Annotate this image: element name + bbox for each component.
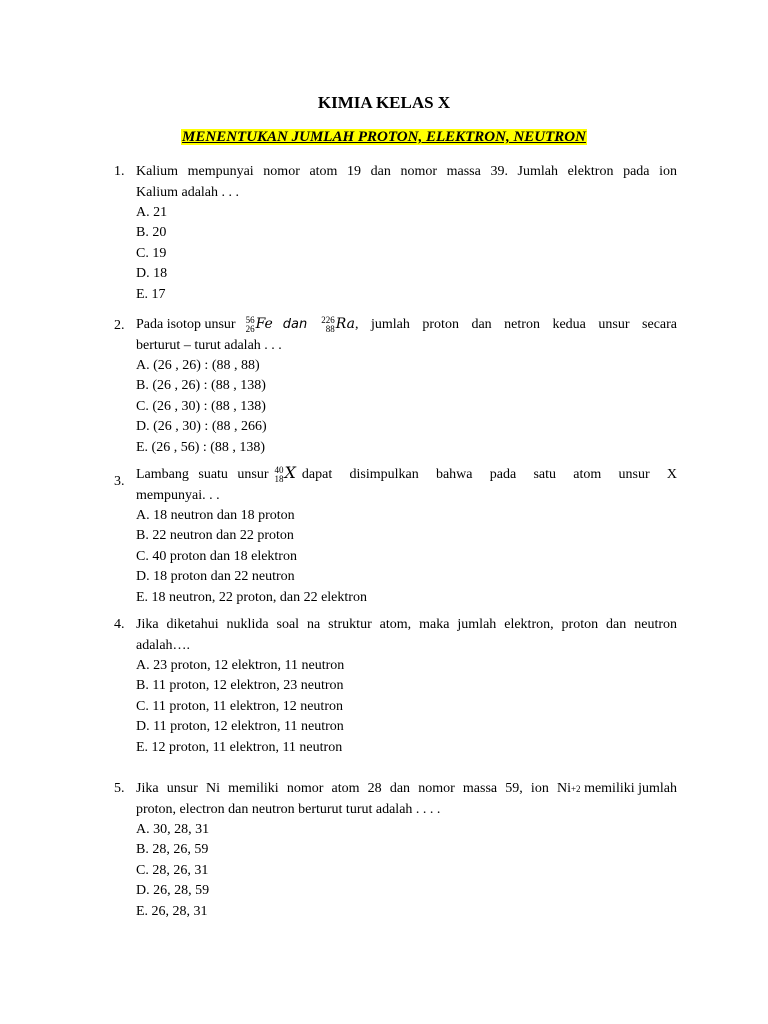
option-b: B. 11 proton, 12 elektron, 23 neutron xyxy=(136,678,344,694)
option-c: C. 28, 26, 31 xyxy=(136,862,209,878)
option-a: A. 21 xyxy=(136,205,168,220)
option-b: B. 28, 26, 59 xyxy=(136,842,209,858)
option-a: A. 23 proton, 12 elektron, 11 neutron xyxy=(136,658,345,673)
option-d: D. 18 xyxy=(136,266,168,282)
option-d: D. 11 proton, 12 elektron, 11 neutron xyxy=(136,719,344,735)
stem-post: dapat disimpulkan bahwa pada satu atom unsur X xyxy=(301,467,677,482)
stem-pre: Jika unsur Ni memiliki nomor atom 28 dan nomor massa 59, ion Ni xyxy=(136,781,571,796)
option-b: B. 22 neutron dan 22 proton xyxy=(136,528,294,544)
question-stem-line1 xyxy=(136,314,677,336)
option-a: A. (26 , 26) : (88 , 88) xyxy=(136,358,260,373)
question-stem-line2: berturut – turut adalah . . . xyxy=(136,337,282,353)
question-stem-line1: Jika diketahui nuklida soal na struktur atom, maka jumlah elektron, proton dan neutron xyxy=(136,617,677,632)
option-b: B. 20 xyxy=(136,225,167,241)
option-d: D. (26 , 30) : (88 , 266) xyxy=(136,419,267,435)
option-b: B. (26 , 26) : (88 , 138) xyxy=(136,378,266,394)
question-stem-line2: adalah…. xyxy=(136,637,191,653)
option-e: E. 12 proton, 11 elektron, 11 neutron xyxy=(136,739,343,755)
option-e: E. 26, 28, 31 xyxy=(136,903,208,919)
option-c: C. 11 proton, 11 elektron, 12 neutron xyxy=(136,698,343,714)
question-number: 2. xyxy=(114,318,125,333)
question-5 xyxy=(114,779,677,922)
mass-number: 226 xyxy=(321,314,335,325)
section-heading-wrap xyxy=(0,129,768,146)
option-e: E. (26 , 56) : (88 , 138) xyxy=(136,439,266,455)
question-stem-line2: Kalium adalah . . . xyxy=(136,184,240,200)
option-e: E. 18 neutron, 22 proton, dan 22 elektron xyxy=(136,589,367,605)
answer-options xyxy=(136,356,677,458)
question-number: 3. xyxy=(114,474,125,489)
option-a: A. 30, 28, 31 xyxy=(136,822,210,837)
atomic-number: 26 xyxy=(245,323,255,334)
stem-post: memiliki jumlah xyxy=(580,781,677,796)
option-c: C. 40 proton dan 18 elektron xyxy=(136,548,297,564)
question-stem-line1: Kalium mempunyai nomor atom 19 dan nomor massa 39. Jumlah elektron pada ion xyxy=(136,164,677,179)
connector-text: dan xyxy=(282,317,308,332)
option-e: E. 17 xyxy=(136,286,166,302)
atomic-number: 88 xyxy=(325,323,335,334)
isotope-ra xyxy=(321,314,355,336)
question-1 xyxy=(114,162,677,305)
question-4 xyxy=(114,615,677,758)
option-a: A. 18 neutron dan 18 proton xyxy=(136,508,295,523)
page-title: KIMIA KELAS X xyxy=(317,93,451,112)
option-d: D. 26, 28, 59 xyxy=(136,883,210,899)
mass-number: 40 xyxy=(274,464,284,475)
question-stem-line1 xyxy=(136,779,677,800)
mass-number: 56 xyxy=(245,314,255,325)
answer-options xyxy=(136,656,677,758)
answer-options xyxy=(136,506,677,608)
stem-post: , jumlah proton dan netron kedua unsur secara xyxy=(354,317,677,332)
element-symbol: Ra xyxy=(335,316,355,332)
stem-pre: Lambang suatu unsur xyxy=(136,467,269,482)
isotope-x xyxy=(275,463,296,486)
option-c: C. (26 , 30) : (88 , 138) xyxy=(136,398,266,414)
option-d: D. 18 proton dan 22 neutron xyxy=(136,569,295,585)
isotope-fe xyxy=(246,314,273,336)
question-3 xyxy=(114,463,677,608)
question-stem-line2: proton, electron dan neutron berturut turut adalah . . . . xyxy=(136,801,441,817)
question-number: 5. xyxy=(114,781,125,796)
question-stem-line1 xyxy=(136,463,677,486)
question-number: 4. xyxy=(114,617,125,632)
answer-options xyxy=(136,820,677,922)
element-symbol: X xyxy=(284,463,296,482)
section-heading: MENENTUKAN JUMLAH PROTON, ELEKTRON, NEUTRON xyxy=(182,129,586,145)
question-2 xyxy=(114,314,677,458)
element-symbol: Fe xyxy=(255,316,273,332)
ion-charge: +2 xyxy=(570,784,581,794)
question-number: 1. xyxy=(114,164,125,179)
stem-pre: Pada isotop unsur xyxy=(136,317,236,332)
answer-options xyxy=(136,203,677,305)
atomic-number: 18 xyxy=(274,473,284,484)
question-stem-line2: mempunyai. . . xyxy=(136,487,220,503)
option-c: C. 19 xyxy=(136,245,167,261)
